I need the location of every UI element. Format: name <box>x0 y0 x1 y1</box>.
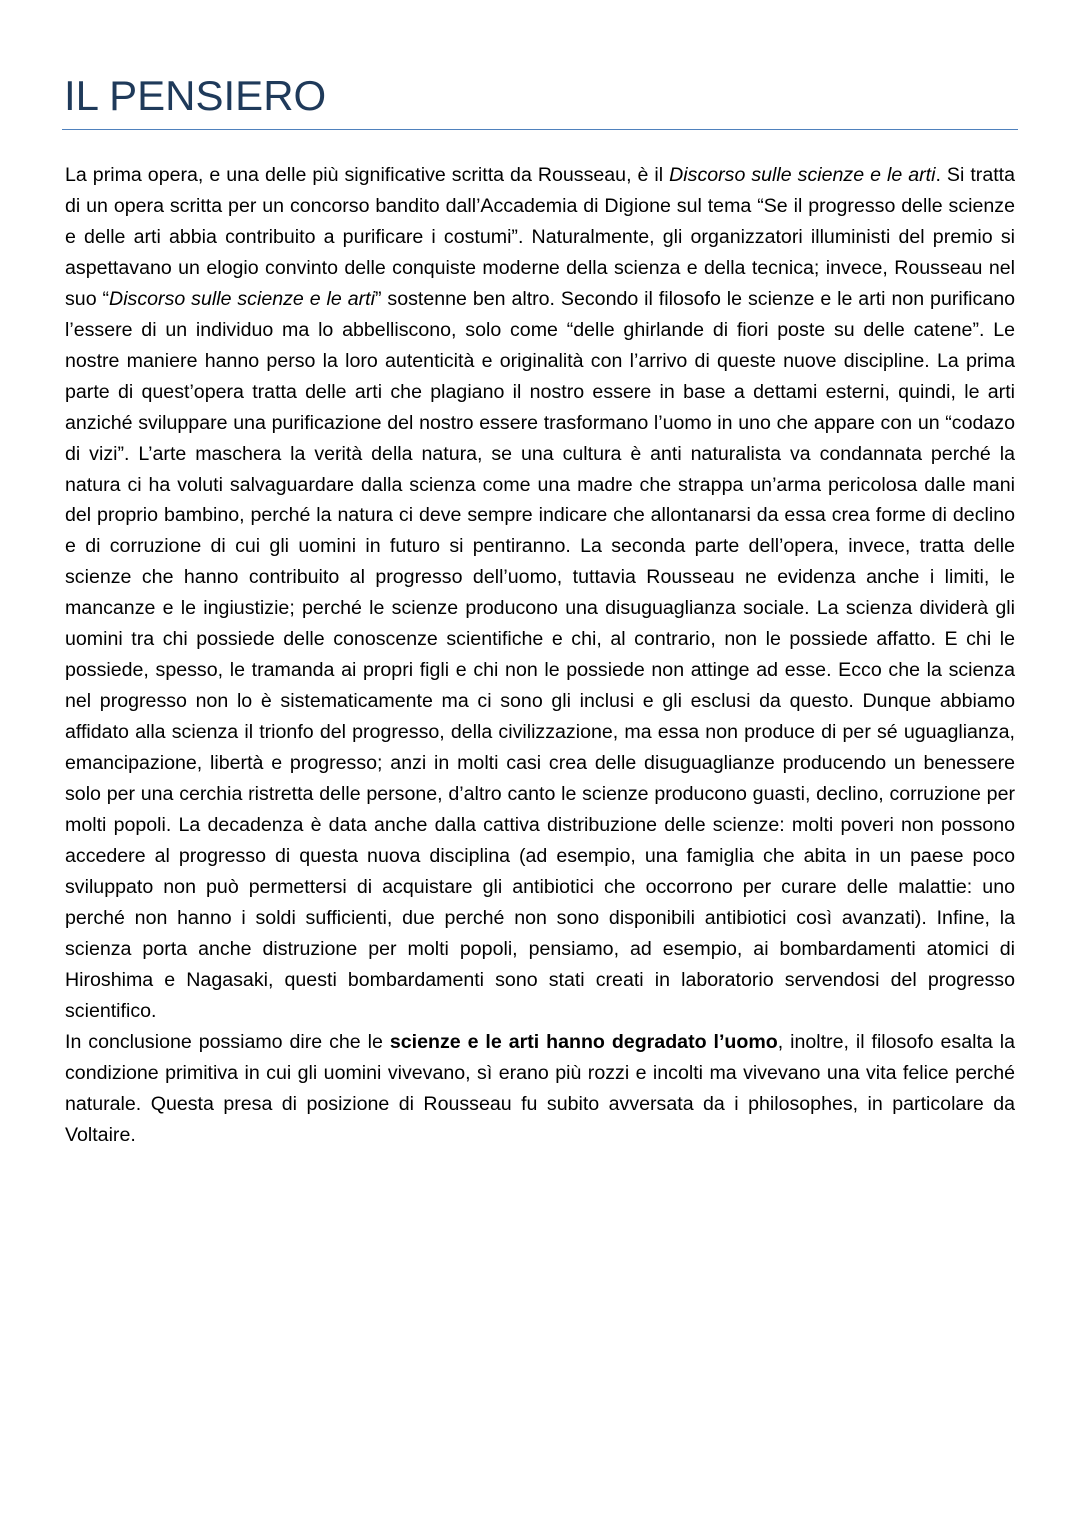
conclusion-emphasis: scienze e le arti hanno degradato l’uomo <box>389 1030 778 1053</box>
paragraph-1-text-2: . Si tratta di un opera scritta per un concorso bandito dall’Accademia di Digione sul tema “Se il progresso delle scienze e delle arti abbia contribuito a purificare i costumi”. Naturalmente, gli organizzatori illuministi del premio si aspettavano un elogio convinto delle conquiste moderne della scienza e della tecnica; invece, Rousseau nel suo “ <box>65 164 1016 310</box>
paragraph-2-text-2: , inoltre, il filosofo esalta la condizione primitiva in cui gli uomini vivevano, sì erano più rozzi e incolti ma vivevano una vita felice perché naturale. Questa presa di posizione di Rousseau fu subito avversata da i philosophes, in particolare da Voltaire. <box>65 1030 1015 1146</box>
body-text <box>65 160 1015 1151</box>
paragraph-1-text-3: ” sostenne ben altro. Secondo il filosofo le scienze e le arti non purificano l’essere di un individuo ma lo abbelliscono, solo come “delle ghirlande di fiori poste su delle catene”. Le nostre maniere hanno perso la loro autenticità e originalità con l’arrivo di queste nuove discipline. La prima parte di quest’opera tratta delle arti che plagiano il nostro essere in base a dettami esterni, quindi, le arti anziché sviluppare una purificazione del nostro essere trasformano l’uomo in uno che appare con un “codazo di vizi”. L’arte maschera la verità della natura, se una cultura è anti naturalista va condannata perché la natura ci ha voluti salvaguardare dalla scienza come una madre che strappa un’arma pericolosa dalle mani del proprio bambino, perché la natura ci deve sempre indicare che allontanarsi da essa crea forme di declino e di corruzione di cui gli uomini in futuro si pentiranno. La seconda parte dell’opera, invece, tratta delle scienze che hanno contribuito al progresso dell’uomo, tuttavia Rousseau ne evidenza anche i limiti, le mancanze e le ingiustizie; perché le scienze producono una disuguaglianza sociale. La scienza dividerà gli uomini tra chi possiede delle conoscenze scientifiche e chi, al contrario, non le possiede affatto. E chi le possiede, spesso, le tramanda ai propri figli e chi non le possiede non attinge ad esse. Ecco che la scienza nel progresso non lo è sistematicamente ma ci sono gli inclusi e gli esclusi da questo. Dunque abbiamo affidato alla scienza il trionfo del progresso, della civilizzazione, ma essa non produce di per sé uguaglianza, emancipazione, libertà e progresso; anzi in molti casi crea delle disuguaglianze producendo un benessere solo per una cerchia ristretta delle persone, d’altro canto le scienze producono guasti, declino, corruzione per molti popoli. La decadenza è data anche dalla cattiva distribuzione delle scienze: molti poveri non possono accedere al progresso di questa nuova disciplina (ad esempio, una famiglia che abita in un paese poco sviluppato non può permettersi di acquistare gli antibiotici che occorrono per curare delle malattie: uno perché non hanno i soldi sufficienti, due perché non sono disponibili antibiotici così avanzati). Infine, la scienza porta anche distruzione per molti popoli, pensiamo, ad esempio, ai bombardamenti atomici di Hiroshima e Nagasaki, questi bombardamenti sono stati creati in laboratorio servendosi del progresso scientifico. <box>65 287 1016 1022</box>
paragraph-2-text-1: In conclusione possiamo dire che le <box>65 1030 390 1053</box>
work-title-italic-2: Discorso sulle scienze e le arti <box>109 287 375 310</box>
paragraph-1-text-1: La prima opera, e una delle più significative scritta da Rousseau, è il <box>65 164 670 186</box>
paragraph-1 <box>65 160 1015 1027</box>
page-title: IL PENSIERO <box>64 72 327 119</box>
work-title-italic-1: Discorso sulle scienze e le arti <box>669 164 936 186</box>
paragraph-2 <box>65 1027 1015 1151</box>
title-underline <box>62 129 1018 130</box>
